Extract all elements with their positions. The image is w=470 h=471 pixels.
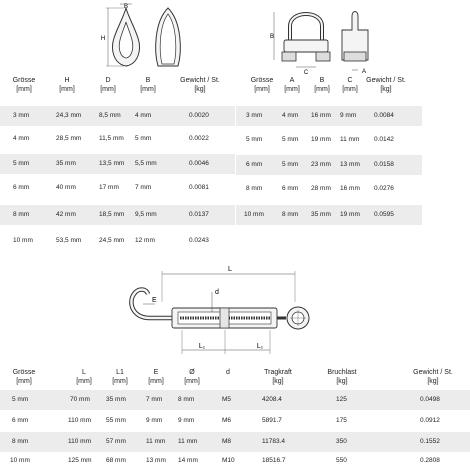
table-row: 10 mm 53,5 mm 24,5 mm 12 mm 0.0243 [13,237,209,244]
table-row: 5 mm 70 mm 35 mm 7 mm 8 mm M5 4208.4 125 0.0498 [0,390,470,410]
turnbuckle-header-d: d [226,369,230,376]
table-row: 5 mm 5 mm 19 mm 11 mm 0.0142 [246,136,394,143]
turnbuckle-header-grosse: Grösse [mm] [12,369,36,385]
table-row: 6 mm 5 mm 23 mm 13 mm 0.0158 [236,155,422,175]
clip-header-a: A [mm] [284,77,300,93]
table-row: 6 mm 110 mm 55 mm 9 mm 9 mm M6 5891.7 175 0.0912 [12,417,440,424]
turnbuckle-header-e: E [mm] [148,369,164,385]
turnbuckle-header-diameter: Ø [mm] [184,369,200,385]
table-row: 10 mm 8 mm 35 mm 19 mm 0.0595 [236,205,422,225]
clip-b-label: B [270,34,275,40]
turnbuckle-header-bruchlast: Bruchlast [kg] [327,369,357,385]
clip-header-c: C [mm] [342,77,358,93]
table-row: 8 mm 42 mm 18,5 mm 9,5 mm 0.0137 [0,205,235,225]
table-row: 3 mm 4 mm 16 mm 9 mm 0.0084 [236,106,422,126]
turnbuckle-table [0,362,470,470]
turnbuckle-e-label: E [152,297,157,304]
clip-header-weight: Gewicht / St. [kg] [366,77,406,93]
turnbuckle-d-label: d [215,289,219,296]
thimble-h-label: H [100,36,106,42]
thimble-header-d: D [mm] [100,77,116,93]
table-row: 10 mm 125 mm 68 mm 13 mm 14 mm M10 18516.7 550 0.2808 [10,457,440,464]
clip-table [236,0,470,260]
table-row: 3 mm 24,3 mm 8,5 mm 4 mm 0.0020 [0,106,235,126]
turnbuckle-header-tragkraft: Tragkraft [kg] [264,369,292,385]
thimble-header-b: B [mm] [140,77,156,93]
thimble-header-grosse: Grösse [mm] [12,77,36,93]
turnbuckle-header-l1: L1 [mm] [112,369,128,385]
table-row: 8 mm 110 mm 57 mm 11 mm 11 mm M8 11783.4 350 0.1552 [0,432,470,452]
turnbuckle-l1-right-label: L₁ [256,343,264,350]
thimble-b-label: B [123,4,129,10]
clip-header-grosse: Grösse [mm] [250,77,274,93]
table-row: 8 mm 6 mm 28 mm 16 mm 0.0276 [246,185,394,192]
clip-c-label: C [303,70,309,76]
clip-header-b: B [mm] [314,77,330,93]
table-row: 6 mm 40 mm 17 mm 7 mm 0.0081 [13,184,209,191]
turnbuckle-diagram [120,262,340,362]
turnbuckle-header-l: L [mm] [76,369,92,385]
clip-a-label: A [362,69,367,75]
turnbuckle-l1-left-label: L₁ [198,343,206,350]
thimble-table [0,0,235,260]
table-row: 5 mm 35 mm 13,5 mm 5,5 mm 0.0046 [0,154,235,174]
thimble-header-weight: Gewicht / St. [kg] [180,77,220,93]
table-row: 4 mm 28,5 mm 11,5 mm 5 mm 0.0022 [13,135,209,142]
turnbuckle-l-label: L [228,266,232,273]
thimble-header-h: H [mm] [59,77,75,93]
turnbuckle-header-weight: Gewicht / St. [kg] [413,369,453,385]
